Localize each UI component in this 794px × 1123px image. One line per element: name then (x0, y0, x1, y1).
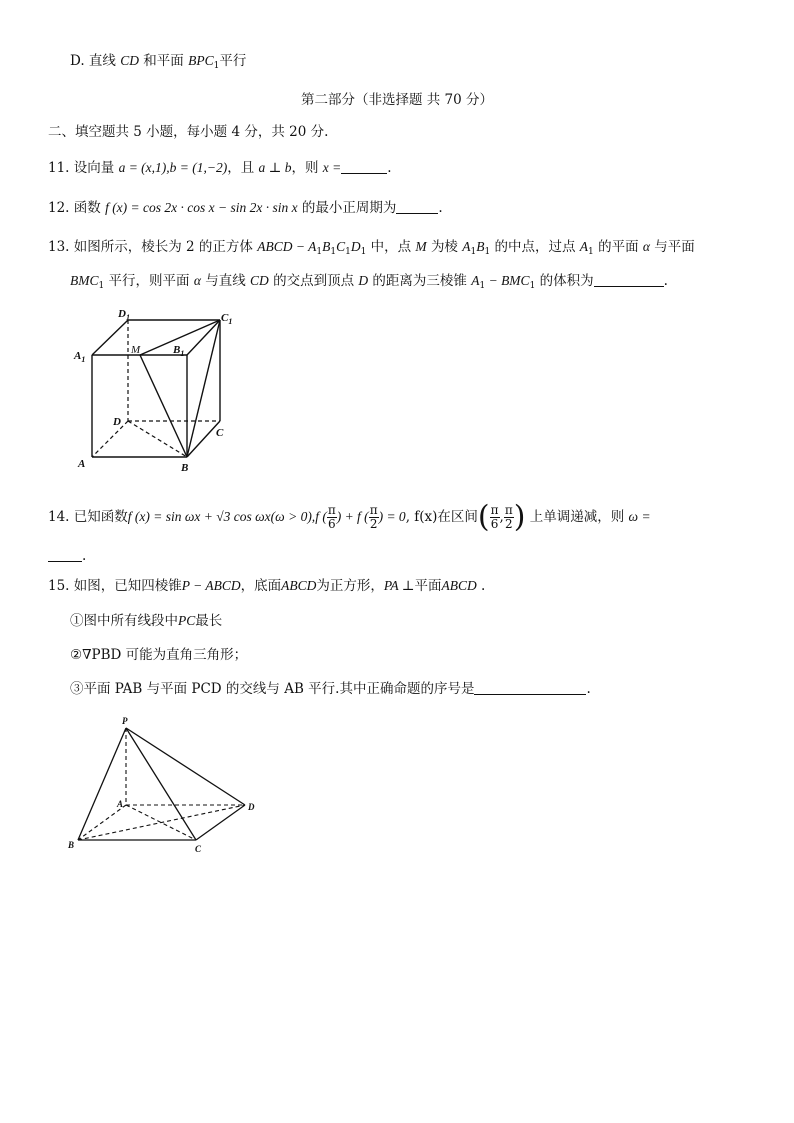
label-B: B (68, 840, 75, 850)
question-15-statement-1: ①图中所有线段中PC最长 (70, 613, 223, 629)
question-13-line2: $BMC_1$ 平行，则平面 α 与直线 CD 的交点到顶点 D 的距离为三棱锥 $A_1 - BMC_1$ 的体积为 . (70, 273, 668, 291)
q10-option-d: D. 直线 CD 和平面 $BPC_1$平行 (70, 53, 247, 71)
label-D: D (113, 416, 121, 428)
label-M: M (131, 344, 141, 356)
label-A1: $A_1$ (74, 350, 86, 364)
answer-blank[interactable] (48, 547, 82, 562)
label-D1: $D_1$ (118, 308, 130, 322)
question-11: 11. 设向量 a = (x,1),b = (1,−2)，且 a ⊥ b，则 x = . (48, 160, 392, 176)
question-15-statement-2: ②∇PBD 可能为直角三角形； (70, 647, 248, 663)
section2-heading: 二、填空题共 5 小题，每小题 4 分，共 20 分. (48, 124, 329, 140)
question-13-line1: 13. 如图所示，棱长为 2 的正方体 ABCD − $A_1B_1C_1D_1$ 中，点 M 为棱 $A_1B_1$ 的中点，过点 $A_1$ 的平面 α 与平面 (48, 239, 695, 257)
label-B: B (181, 462, 189, 474)
answer-blank[interactable] (341, 159, 387, 174)
pyramid-figure (62, 712, 272, 857)
question-14: 14. 已知函数f (x) = sin ωx + √3 cos ωx(ω > 0),f ( $\frac{\pi}{6}$ ) + f ( $\frac{\pi}{2}$ ) = 0, f(x)在区间( $\frac{\pi}{6}$ , $\frac{\pi}{2}$ ) 上单调递减，则 ω = (48, 499, 651, 535)
label-P: P (122, 716, 128, 726)
label-B1: $B_1$ (173, 344, 185, 358)
question-15: 15. 如图，已知四棱锥P − ABCD，底面ABCD为正方形，PA ⊥平面ABCD . (48, 578, 486, 594)
label-C1: $C_1$ (221, 312, 233, 326)
label-C: C (216, 427, 224, 439)
label-C: C (195, 844, 202, 854)
question-14-blank-line: . (48, 546, 86, 566)
question-15-statement-3: ③平面 PAB 与平面 PCD 的交线与 AB 平行.其中正确命题的序号是 . (70, 681, 591, 697)
label-D: D (248, 802, 255, 812)
answer-blank[interactable] (474, 680, 586, 695)
answer-blank[interactable] (396, 199, 438, 214)
part2-title: 第二部分（非选择题 共 70 分） (300, 92, 494, 108)
label-A: A (117, 799, 124, 809)
question-12: 12. 函数 f (x) = cos 2x · cos x − sin 2x · sin x 的最小正周期为 . (48, 200, 443, 216)
cube-figure (70, 305, 250, 475)
answer-blank[interactable] (594, 272, 664, 287)
label-A: A (78, 458, 86, 470)
